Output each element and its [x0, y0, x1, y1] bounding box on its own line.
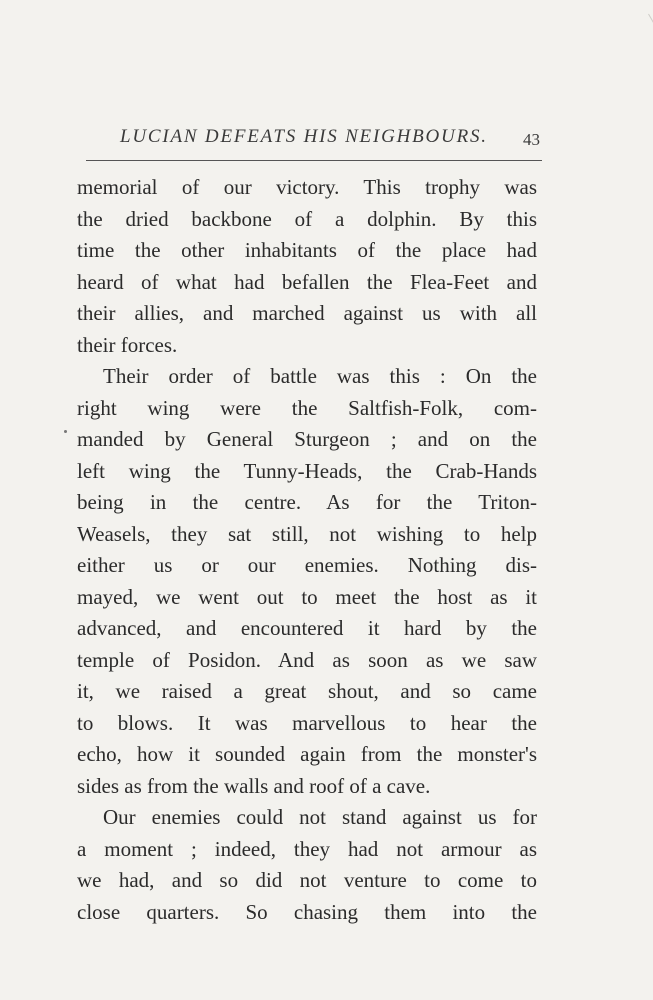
body-text	[77, 172, 537, 928]
text-line: we had, and so did not venture to come to	[77, 868, 537, 892]
text-line: temple of Posidon. And as soon as we saw	[77, 647, 537, 672]
page-edge-mark	[648, 14, 653, 66]
text-line: it, we raised a great shout, and so came	[77, 679, 537, 703]
running-head: LUCIAN DEFEATS HIS NEIGHBOURS.	[120, 126, 488, 147]
text-line: right wing were the Saltfish-Folk, com-	[77, 395, 537, 420]
paragraph-1	[77, 172, 537, 361]
text-line: a moment ; indeed, they had not armour as	[77, 836, 537, 861]
text-line: their allies, and marched against us with all	[77, 301, 537, 325]
text-line: memorial of our victory. This trophy was	[77, 175, 537, 199]
text-line: advanced, and encountered it hard by the	[77, 616, 537, 640]
text-line: being in the centre. As for the Triton-	[77, 490, 537, 514]
text-line: left wing the Tunny-Heads, the Crab-Hands	[77, 458, 537, 483]
paragraph-3	[77, 802, 537, 928]
text-line: mayed, we went out to meet the host as it	[77, 584, 537, 609]
text-line: Our enemies could not stand against us for	[103, 805, 537, 829]
text-line: manded by General Sturgeon ; and on the	[77, 427, 537, 451]
page-number: 43	[523, 130, 540, 149]
text-line: time the other inhabitants of the place had	[77, 238, 537, 262]
text-line: sides as from the walls and roof of a cave.	[77, 773, 431, 798]
text-line: Weasels, they sat still, not wishing to help	[77, 521, 537, 546]
margin-dot	[64, 430, 67, 433]
paragraph-2	[77, 361, 537, 802]
text-line: Their order of battle was this : On the	[103, 364, 537, 388]
page-header	[86, 126, 542, 166]
text-line: echo, how it sounded again from the monster's	[77, 742, 537, 766]
text-line: to blows. It was marvellous to hear the	[77, 710, 537, 735]
header-rule	[86, 160, 542, 161]
text-line: close quarters. So chasing them into the	[77, 899, 537, 924]
text-line: their forces.	[77, 332, 178, 357]
text-line: either us or our enemies. Nothing dis-	[77, 553, 537, 577]
text-line: heard of what had befallen the Flea-Feet and	[77, 269, 537, 294]
text-line: the dried backbone of a dolphin. By this	[77, 206, 537, 231]
